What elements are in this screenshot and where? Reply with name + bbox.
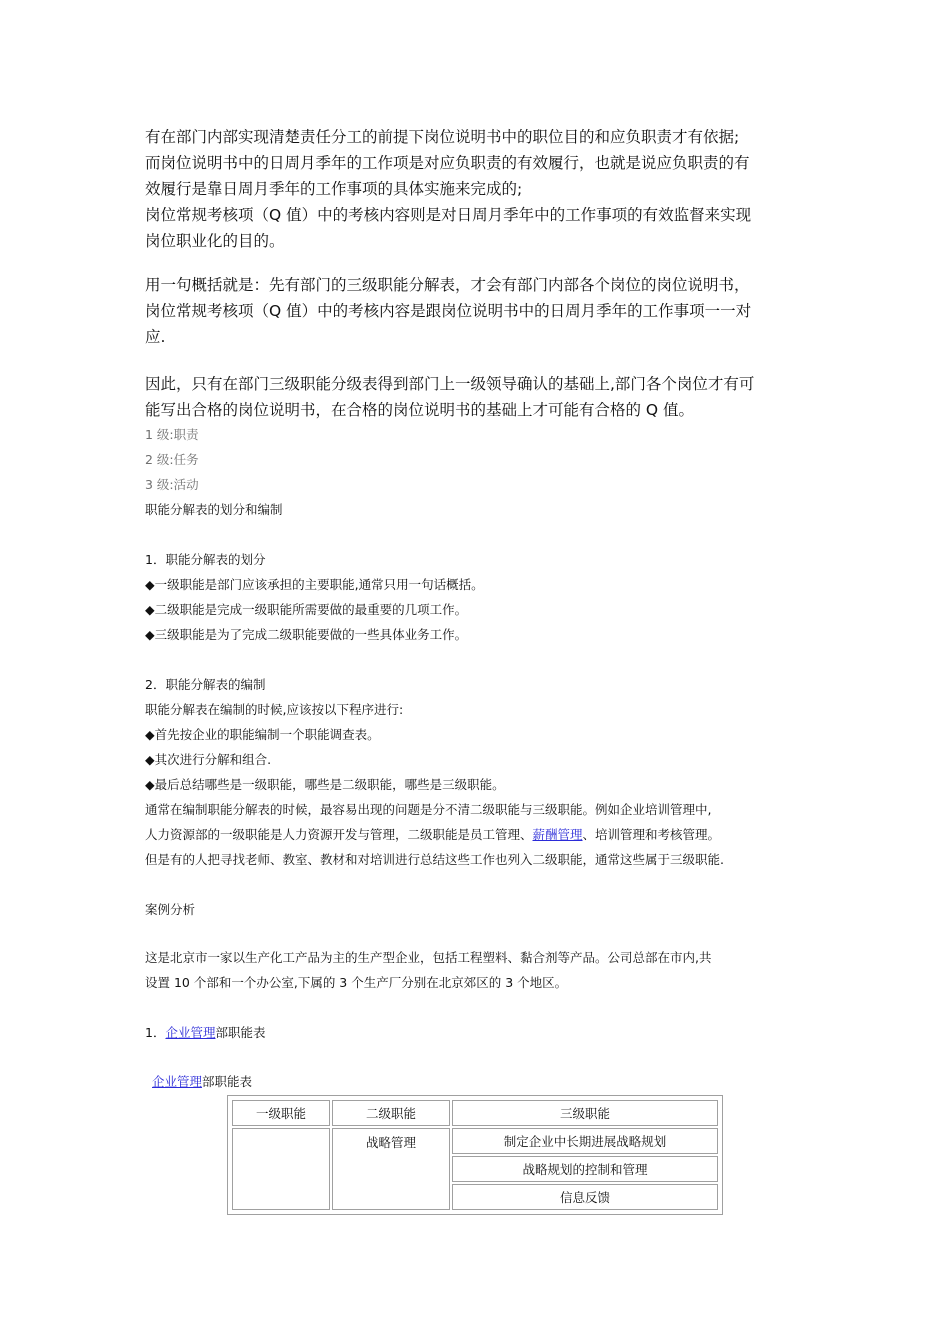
division-heading: 1．职能分解表的划分 — [145, 552, 266, 567]
case-description — [145, 945, 815, 995]
intro-paragraph-3 — [145, 371, 815, 423]
dept-heading-suffix: 部职能表 — [215, 1025, 266, 1040]
division-section — [145, 547, 815, 647]
function-table — [227, 1095, 723, 1215]
intro-paragraph-1 — [145, 124, 815, 254]
header-level1: 一级职能 — [232, 1100, 330, 1126]
table-header-row — [232, 1100, 718, 1126]
dept-heading — [145, 1020, 815, 1045]
table-row — [232, 1128, 718, 1154]
text-line: 而岗位说明书中的日周月季年的工作项是对应负职责的有效履行，也就是说应负职责的有 — [145, 154, 750, 172]
note-text: 、培训管理和考核管理。 — [582, 827, 721, 842]
compilation-intro: 职能分解表在编制的时候,应该按以下程序进行: — [145, 702, 404, 717]
text-line: 岗位常规考核项（Q 值）中的考核内容则是对日周月季年中的工作事项的有效监督来实现 — [145, 206, 752, 224]
bullet-item: ◆最后总结哪些是一级职能，哪些是二级职能，哪些是三级职能。 — [145, 777, 505, 792]
table-caption — [152, 1069, 822, 1094]
header-level2: 二级职能 — [332, 1100, 450, 1126]
text-line: 有在部门内部实现清楚责任分工的前提下岗位说明书中的职位目的和应负职责才有依据; — [145, 128, 740, 146]
text-line: 用一句概括就是：先有部门的三级职能分解表，才会有部门内部各个岗位的岗位说明书， — [145, 276, 750, 294]
bullet-item: ◆三级职能是为了完成二级职能要做的一些具体业务工作。 — [145, 627, 468, 642]
section-title: 职能分解表的划分和编制 — [145, 502, 283, 517]
level3-cell: 制定企业中长期进展战略规划 — [452, 1128, 718, 1154]
dept-heading-prefix: 1． — [145, 1025, 166, 1040]
level1-cell — [232, 1128, 330, 1210]
note-line: 但是有的人把寻找老师、教室、教材和对培训进行总结这些工作也列入二级职能，通常这些属于三级职能. — [145, 852, 724, 867]
enterprise-management-link[interactable]: 企业管理 — [165, 1025, 216, 1040]
enterprise-management-caption-link[interactable]: 企业管理 — [152, 1074, 203, 1089]
level-item: 3 级:活动 — [145, 477, 199, 492]
level3-cell: 信息反馈 — [452, 1184, 718, 1210]
level-list — [145, 422, 815, 497]
bullet-item: ◆首先按企业的职能编制一个职能调查表。 — [145, 727, 380, 742]
level2-cell: 战略管理 — [332, 1128, 450, 1210]
text-line: 岗位职业化的目的。 — [145, 232, 285, 250]
table-caption-suffix: 部职能表 — [202, 1074, 253, 1089]
level-item: 1 级:职责 — [145, 427, 199, 442]
bullet-item: ◆一级职能是部门应该承担的主要职能,通常只用一句话概括。 — [145, 577, 484, 592]
text-line: 应. — [145, 328, 166, 346]
compilation-section — [145, 672, 815, 872]
text-line: 岗位常规考核项（Q 值）中的考核内容是跟岗位说明书中的日周月季年的工作事项一一对 — [145, 302, 752, 320]
note-line — [145, 822, 815, 847]
case-line: 这是北京市一家以生产化工产品为主的生产型企业，包括工程塑料、黏合剂等产品。公司总部在市内,共 — [145, 950, 712, 965]
compilation-heading: 2．职能分解表的编制 — [145, 677, 266, 692]
header-level3: 三级职能 — [452, 1100, 718, 1126]
level3-cell: 战略规划的控制和管理 — [452, 1156, 718, 1182]
case-line: 设置 10 个部和一个办公室,下属的 3 个生产厂分别在北京郊区的 3 个地区。 — [145, 975, 568, 990]
note-text: 人力资源部的一级职能是人力资源开发与管理，二级职能是员工管理、 — [145, 827, 533, 842]
intro-paragraph-2 — [145, 272, 815, 350]
note-line: 通常在编制职能分解表的时候，最容易出现的问题是分不清二级职能与三级职能。例如企业培训管理中, — [145, 802, 712, 817]
text-line: 因此，只有在部门三级职能分级表得到部门上一级领导确认的基础上,部门各个岗位才有可 — [145, 375, 755, 393]
bullet-item: ◆二级职能是完成一级职能所需要做的最重要的几项工作。 — [145, 602, 468, 617]
bullet-item: ◆其次进行分解和组合. — [145, 752, 272, 767]
case-title: 案例分析 — [145, 902, 196, 917]
text-line: 能写出合格的岗位说明书，在合格的岗位说明书的基础上才可能有合格的 Q 值。 — [145, 401, 695, 419]
salary-management-link[interactable]: 薪酬管理 — [532, 827, 583, 842]
level-item: 2 级:任务 — [145, 452, 199, 467]
text-line: 效履行是靠日周月季年的工作事项的具体实施来完成的; — [145, 180, 523, 198]
